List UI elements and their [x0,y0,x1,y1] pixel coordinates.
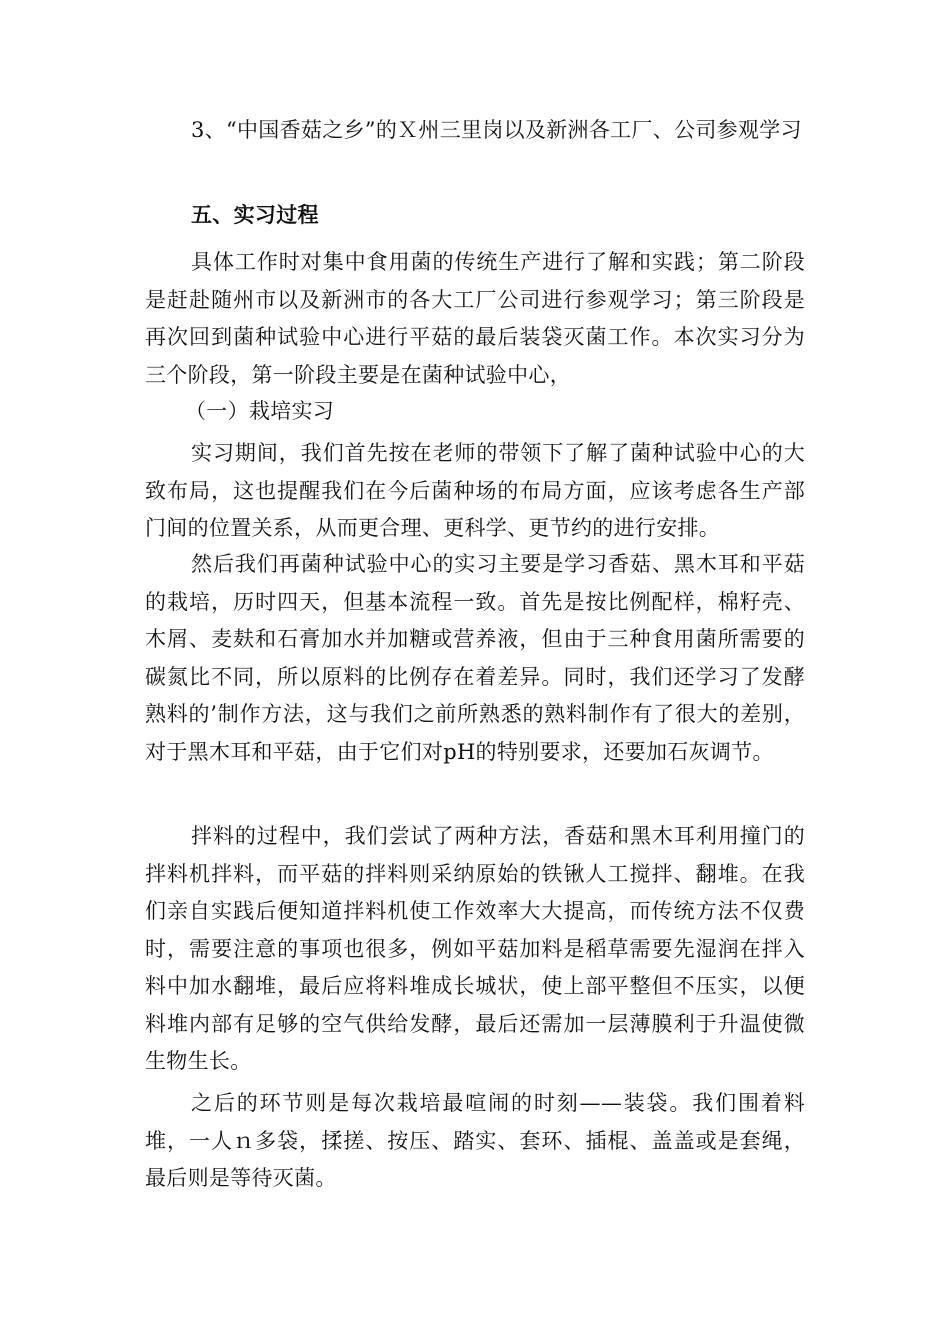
subsection-1-heading: （一）栽培实习 [185,399,335,423]
mixing-paragraph: 拌料的过程中，我们尝试了两种方法，香菇和黑木耳利用撞门的拌料机拌料，而平菇的拌料则采纳原始的铁锹人工搅拌、翻堆。在我们亲自实践后便知道拌料机使工作效率大大提高，而传统方法不仅费时，需要注意的事项也很多，例如平菇加料是稻草需要先湿润在拌入料中加水翻堆，最后应将料堆成长城状，使上部平整但不压实，以便料堆内部有足够的空气供给发酵，最后还需加一层薄膜利于升温使微生物生长。 [145,824,805,1073]
intro-block [145,244,805,394]
layout-paragraph: 实习期间，我们首先按在老师的带领下了解了菌种试验中心的大致布局，这也提醒我们在今后菌种场的布局方面，应该考虑各生产部门间的位置关系，从而更合理、更科学、更节约的进行安排。 [145,441,805,540]
section-5-block [145,196,805,234]
intro-paragraph: 具体工作时对集中食用菌的传统生产进行了解和实践；第二阶段是赶赴随州市以及新洲市的各大工厂公司进行参观学习；第三阶段是再次回到菌种试验中心进行平菇的最后装袋灭菌工作。本次实习分为三个阶段，第一阶段主要是在菌种试验中心， [145,250,805,387]
cultivation-paragraph: 然后我们再菌种试验中心的实习主要是学习香菇、黑木耳和平菇的栽培，历时四天，但基本流程一致。首先是按比例配样，棉籽壳、木屑、麦麸和石膏加水并加糖或营养液，但由于三种食用菌所需要的碳氮比不同，所以原料的比例存在着差异。同时，我们还学习了发酵熟料的’制作方法，这与我们之前所熟悉的熟料制作有了很大的差别，对于黑木耳和平菇，由于它们对pH的特别要求，还要加石灰调节。 [145,552,805,764]
subsection-1-block [145,393,805,431]
cultivation-block [145,546,805,771]
section-5-heading: 五、实习过程 [191,202,319,227]
item-3-block [145,112,805,150]
bagging-block [145,1085,805,1198]
mixing-block [145,818,805,1081]
layout-block [145,435,805,548]
bagging-paragraph: 之后的环节则是每次栽培最喧闹的时刻——装袋。我们围着料堆，一人ｎ多袋，揉搓、按压、踏实、套环、插棍、盖盖或是套绳，最后则是等待灭菌。 [145,1091,805,1190]
item-3-text: 3、“中国香菇之乡”的Ｘ州三里岗以及新洲各工厂、公司参观学习 [191,118,802,142]
